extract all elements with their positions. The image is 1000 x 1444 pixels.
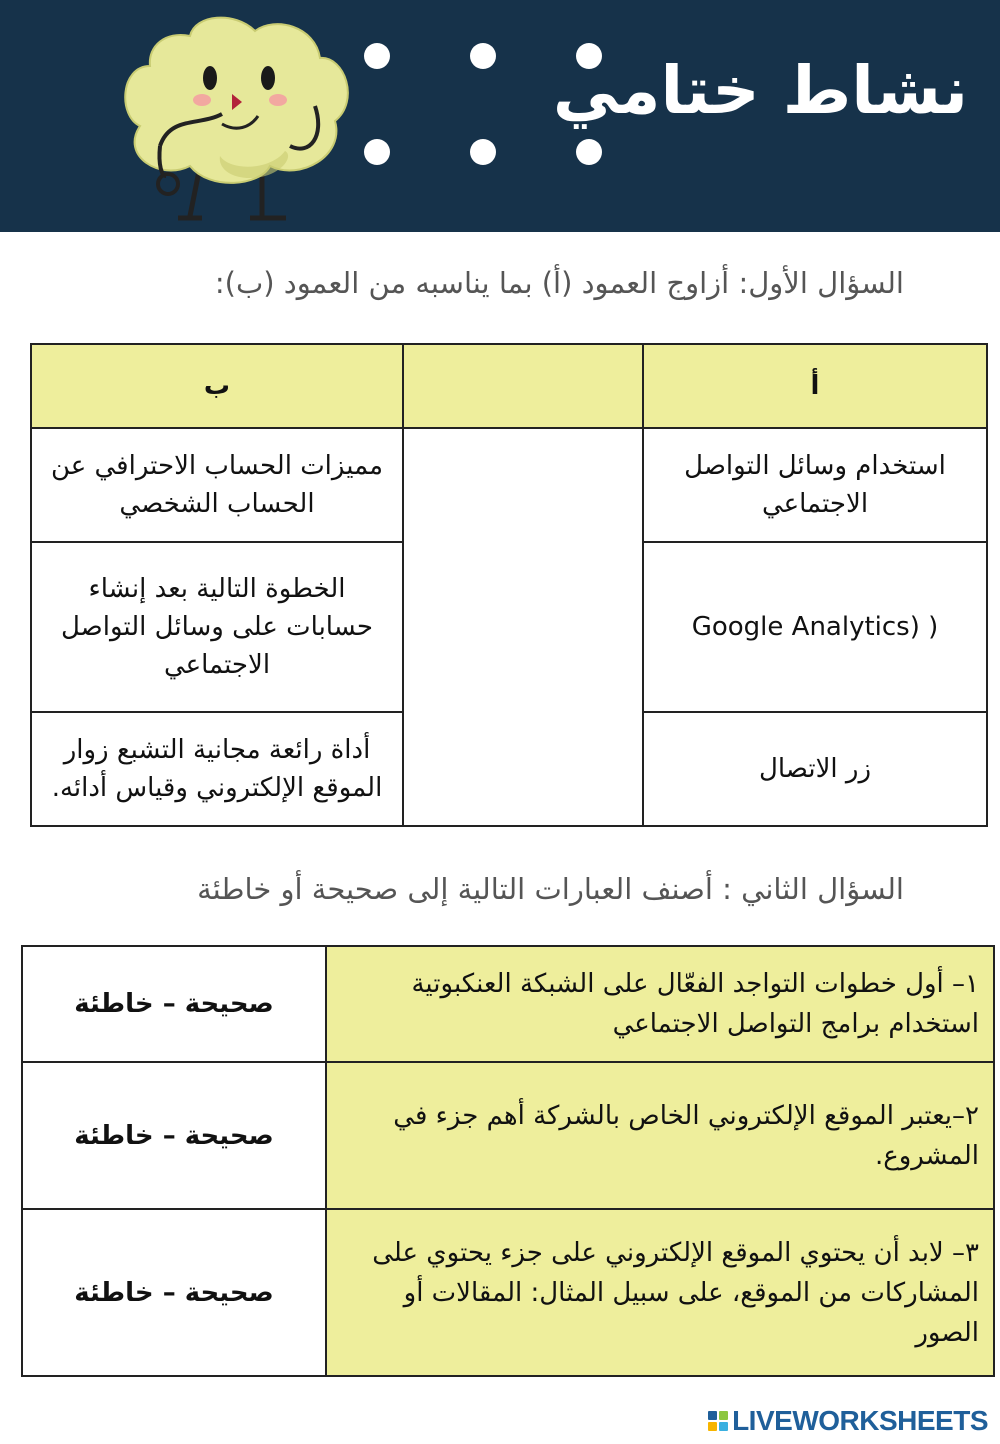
true-false-row xyxy=(22,1062,994,1209)
true-false-row xyxy=(22,1209,994,1376)
decor-dot xyxy=(470,139,496,165)
matching-table xyxy=(30,343,988,827)
matching-row xyxy=(31,428,987,542)
page-title: نشاط ختامي xyxy=(552,52,968,129)
column-a-item[interactable]: استخدام وسائل التواصل الاجتماعي xyxy=(643,428,987,542)
decor-dot xyxy=(470,43,496,69)
brain-mascot-icon xyxy=(110,6,370,226)
decor-dot xyxy=(576,139,602,165)
column-b-item[interactable]: أداة رائعة مجانية التشبع زوار الموقع الإلكتروني وقياس أدائه. xyxy=(31,712,403,826)
column-b-item[interactable]: مميزات الحساب الاحترافي عن الحساب الشخصي xyxy=(31,428,403,542)
true-false-table xyxy=(21,945,995,1377)
statement-text: ٢–يعتبر الموقع الإلكتروني الخاص بالشركة أهم جزء في المشروع. xyxy=(326,1062,994,1209)
true-false-choice[interactable]: صحيحة – خاطئة xyxy=(22,1062,326,1209)
answer-column-header xyxy=(403,344,643,428)
true-false-row xyxy=(22,946,994,1062)
true-false-choice[interactable]: صحيحة – خاطئة xyxy=(22,946,326,1062)
true-false-choice[interactable]: صحيحة – خاطئة xyxy=(22,1209,326,1376)
matching-answer-area[interactable] xyxy=(403,428,643,826)
statement-text: ٣– لابد أن يحتوي الموقع الإلكتروني على جزء يحتوي على المشاركات من الموقع، على سبيل المثال: المقالات أو الصور xyxy=(326,1209,994,1376)
column-a-header: أ xyxy=(643,344,987,428)
header-banner xyxy=(0,0,1000,232)
brand-name: LIVEWORKSHEETS xyxy=(732,1405,988,1436)
matching-header-row xyxy=(31,344,987,428)
question-2-prompt: السؤال الثاني : أصنف العبارات التالية إلى صحيحة أو خاطئة xyxy=(197,872,904,906)
question-1-prompt: السؤال الأول: أزاوج العمود (أ) بما يناسبه من العمود (ب): xyxy=(214,266,904,300)
brand-logo[interactable] xyxy=(708,1404,988,1438)
statement-text: ١– أول خطوات التواجد الفعّال على الشبكة العنكبوتية استخدام برامج التواصل الاجتماعي xyxy=(326,946,994,1062)
column-b-header: ب xyxy=(31,344,403,428)
column-a-item[interactable]: زر الاتصال xyxy=(643,712,987,826)
column-a-item[interactable]: ( (Google Analytics xyxy=(643,542,987,712)
decor-dot xyxy=(364,139,390,165)
liveworksheets-logo-icon xyxy=(708,1411,728,1431)
column-b-item[interactable]: الخطوة التالية بعد إنشاء حسابات على وسائل التواصل الاجتماعي xyxy=(31,542,403,712)
decor-dot xyxy=(364,43,390,69)
